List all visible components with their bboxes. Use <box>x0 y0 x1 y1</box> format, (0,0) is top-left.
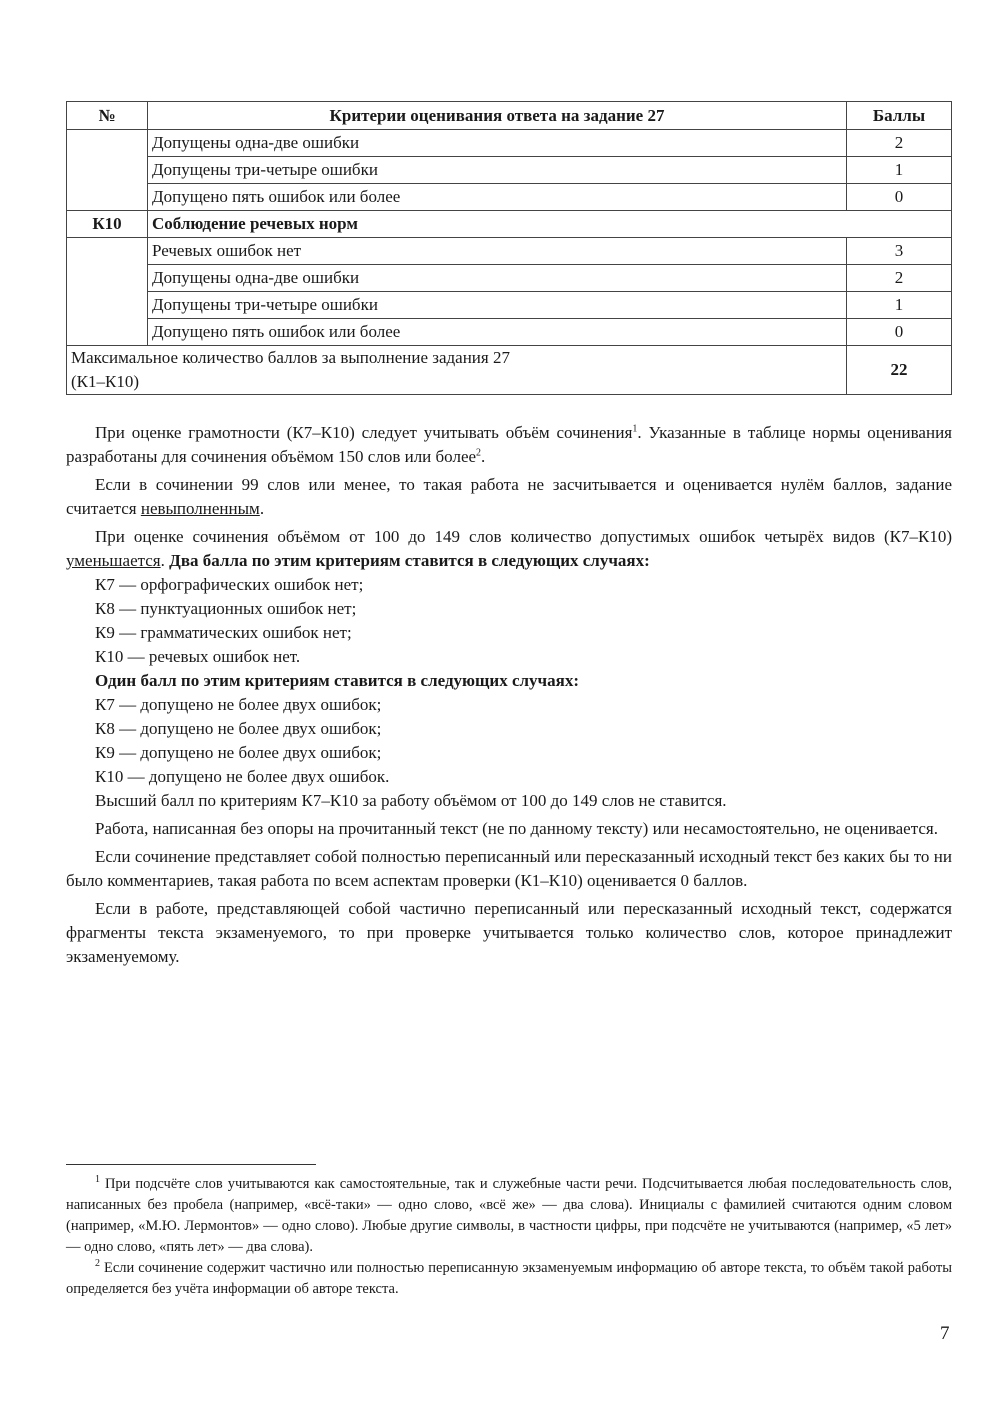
list-item: К7 — допущено не более двух ошибок; <box>95 695 382 714</box>
row-num <box>67 292 148 319</box>
row-num <box>67 157 148 184</box>
p2-underlined: невыполненным <box>140 499 260 518</box>
footnote-ref-2: 2 <box>476 447 482 459</box>
row-text: Допущено пять ошибок или более <box>148 184 847 211</box>
list-item: К9 — допущено не более двух ошибок; <box>95 743 382 762</box>
paragraph-3 <box>66 525 952 573</box>
p1-text-c: . <box>481 447 486 466</box>
p1-text-b: . Указанные в таблице нормы оценивания разработаны для сочинения объёмом 150 слов или более <box>66 423 952 466</box>
row-text: Допущены три-четыре ошибки <box>148 292 847 319</box>
header-criteria: Критерии оценивания ответа на задание 27 <box>148 102 847 130</box>
row-points: 1 <box>847 157 952 184</box>
list-item: К8 — допущено не более двух ошибок; <box>95 719 382 738</box>
table-row <box>67 292 952 319</box>
row-num <box>67 238 148 265</box>
paragraph-5: Работа, написанная без опоры на прочитанный текст (не по данному тексту) или несамостоятельно, не оценивается. <box>95 819 938 838</box>
paragraph-6: Если сочинение представляет собой полностью переписанный или пересказанный исходный текст без каких бы то ни было комментариев, такая работа по всем аспектам проверки (К1–К10) оценивается 0 баллов. <box>66 847 952 890</box>
p3-bold: Два балла по этим критериям ставится в следующих случаях: <box>169 551 650 570</box>
table-row <box>67 265 952 292</box>
max-row-line2: (К1–К10) <box>71 372 139 391</box>
footnote-mark-1: 1 <box>95 1174 100 1186</box>
list-item: К8 — пунктуационных ошибок нет; <box>95 599 357 618</box>
row-text: Речевых ошибок нет <box>148 238 847 265</box>
row-text: Допущены одна-две ошибки <box>148 265 847 292</box>
footnotes <box>66 1174 952 1300</box>
section-num: К10 <box>67 211 148 238</box>
table-section-row <box>67 211 952 238</box>
table-max-row <box>67 346 952 395</box>
footnote-divider <box>66 1164 316 1165</box>
footnote-1-text: При подсчёте слов учитываются как самостоятельные, так и служебные части речи. Подсчитывается любая последовательность слов, написанных без пробела (например, «всё-таки» — одно слово, «всё же» — два слова). Инициалы с фамилией считаются одним словом (например, «М.Ю. Лермонтов» — одно слово). Любые другие символы, в частности цифры, при подсчёте не учитываются (например, «5 лет» — одно слово, «пять лет» — два слова). <box>66 1176 952 1255</box>
table-row <box>67 157 952 184</box>
header-num: № <box>67 102 148 130</box>
p1-text-a: При оценке грамотности (К7–К10) следует учитывать объём сочинения <box>95 423 633 442</box>
p3-underlined: уменьшается <box>66 551 161 570</box>
paragraph-4: Высший балл по критериям К7–К10 за работу объёмом от 100 до 149 слов не ставится. <box>95 791 727 810</box>
table-row <box>67 319 952 346</box>
row-num <box>67 319 148 346</box>
footnote-1 <box>66 1174 952 1258</box>
row-num <box>67 265 148 292</box>
row-text: Допущено пять ошибок или более <box>148 319 847 346</box>
row-points: 0 <box>847 319 952 346</box>
p2-text-b: . <box>259 499 265 518</box>
row-text: Допущены три-четыре ошибки <box>148 157 847 184</box>
footnote-ref-1: 1 <box>632 423 638 435</box>
row-points: 3 <box>847 238 952 265</box>
header-points: Баллы <box>847 102 952 130</box>
list-item: К10 — допущено не более двух ошибок. <box>95 767 390 786</box>
max-row-line1: Максимальное количество баллов за выполнение задания 27 <box>71 348 510 367</box>
row-points: 2 <box>847 130 952 157</box>
row-num <box>67 130 148 157</box>
p2-text-a: Если в сочинении 99 слов или менее, то такая работа не засчитывается и оценивается нулём баллов, задание считается <box>66 475 952 518</box>
max-row-points: 22 <box>847 346 952 395</box>
paragraph-7: Если в работе, представляющей собой частично переписанный или пересказанный исходный текст, содержатся фрагменты текста экзаменуемого, то при проверке учитывается только количество слов, которое принадлежит экзаменуемому. <box>66 899 952 966</box>
table-row <box>67 238 952 265</box>
row-points: 0 <box>847 184 952 211</box>
criteria-table <box>66 101 952 395</box>
footnote-mark-2: 2 <box>95 1258 100 1270</box>
table-row <box>67 130 952 157</box>
row-points: 1 <box>847 292 952 319</box>
page-number: 7 <box>940 1323 950 1344</box>
row-points: 2 <box>847 265 952 292</box>
p3-text-b: . <box>160 551 170 570</box>
footnote-2-text: Если сочинение содержит частично или полностью переписанную экзаменуемым информацию об авторе текста, то объём такой работы определяется без учёта информации об авторе текста. <box>66 1260 952 1297</box>
list-item: К7 — орфографических ошибок нет; <box>95 575 364 594</box>
row-num <box>67 184 148 211</box>
one-point-heading: Один балл по этим критериям ставится в следующих случаях: <box>95 671 579 690</box>
max-row-text <box>67 346 847 395</box>
section-title: Соблюдение речевых норм <box>148 211 952 238</box>
table-header-row <box>67 102 952 130</box>
p3-text-a: При оценке сочинения объёмом от 100 до 149 слов количество допустимых ошибок четырёх видов (К7–К10) <box>95 527 952 546</box>
body-text <box>66 421 952 969</box>
list-item: К9 — грамматических ошибок нет; <box>95 623 352 642</box>
row-text: Допущены одна-две ошибки <box>148 130 847 157</box>
paragraph-1 <box>66 421 952 469</box>
list-item: К10 — речевых ошибок нет. <box>95 647 301 666</box>
table-row <box>67 184 952 211</box>
footnote-2 <box>66 1258 952 1300</box>
paragraph-2 <box>66 473 952 521</box>
